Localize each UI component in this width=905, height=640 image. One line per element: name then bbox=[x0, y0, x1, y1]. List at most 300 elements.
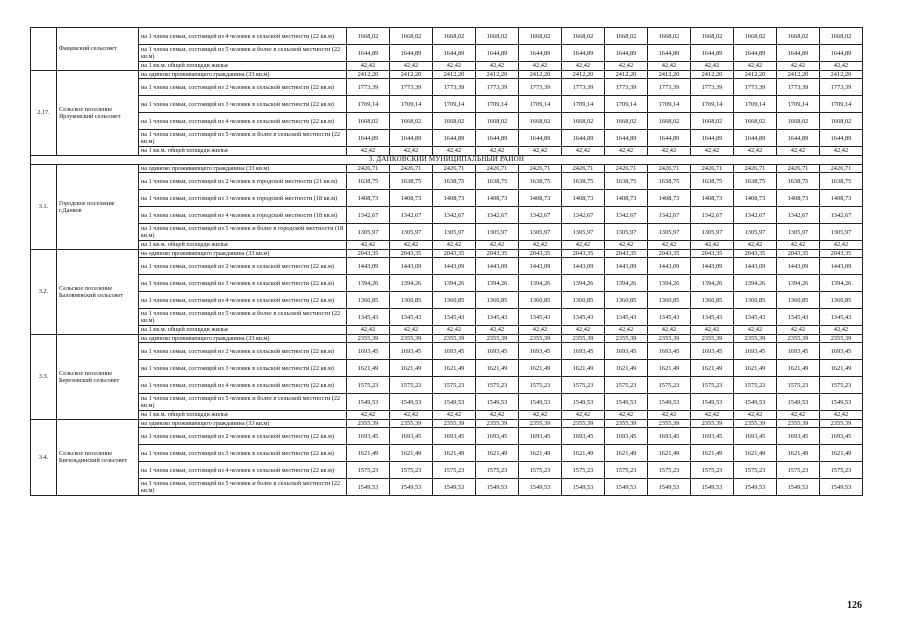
value-cell: 1345,43 bbox=[605, 309, 648, 326]
value-cell: 1638,75 bbox=[691, 173, 734, 190]
value-cell: 1621,49 bbox=[433, 360, 476, 377]
value-cell: 2043,35 bbox=[605, 249, 648, 258]
value-cell: 2412,20 bbox=[605, 70, 648, 79]
value-cell: 1638,75 bbox=[605, 173, 648, 190]
section-header: 3. ДАНКОВСКИЙ МУНИЦИПАЛЬНЫЙ РАЙОН bbox=[31, 155, 863, 164]
value-cell: 42,42 bbox=[347, 241, 390, 250]
value-cell: 1305,97 bbox=[691, 224, 734, 241]
value-cell: 1342,67 bbox=[691, 207, 734, 224]
value-cell: 1709,14 bbox=[734, 96, 777, 113]
value-cell: 1305,97 bbox=[390, 224, 433, 241]
value-cell: 42,42 bbox=[648, 147, 691, 156]
value-cell: 2426,71 bbox=[476, 164, 519, 173]
value-cell: 1575,23 bbox=[347, 462, 390, 479]
value-cell: 1773,39 bbox=[476, 79, 519, 96]
value-cell: 1394,26 bbox=[820, 275, 863, 292]
row-index: 3.4. bbox=[31, 419, 57, 496]
value-cell: 1575,23 bbox=[777, 462, 820, 479]
value-cell: 1394,26 bbox=[519, 275, 562, 292]
value-cell: 1549,53 bbox=[691, 394, 734, 411]
value-cell: 42,42 bbox=[648, 326, 691, 335]
value-cell: 1342,67 bbox=[777, 207, 820, 224]
table-row bbox=[31, 224, 863, 241]
value-cell: 1644,89 bbox=[648, 130, 691, 147]
value-cell: 2426,71 bbox=[734, 164, 777, 173]
value-cell: 1305,97 bbox=[605, 224, 648, 241]
value-cell: 1394,26 bbox=[734, 275, 777, 292]
value-cell: 1638,75 bbox=[562, 173, 605, 190]
value-cell: 1575,23 bbox=[691, 462, 734, 479]
value-cell: 1709,14 bbox=[476, 96, 519, 113]
value-cell: 1773,39 bbox=[648, 79, 691, 96]
category-label: на 1 члена семьи, состоящей из 2 человек в сельской местности (22 кв.м) bbox=[139, 258, 347, 275]
value-cell: 1345,43 bbox=[476, 309, 519, 326]
value-cell: 2355,39 bbox=[691, 419, 734, 428]
rates-table bbox=[30, 27, 863, 496]
value-cell: 1693,45 bbox=[605, 343, 648, 360]
value-cell: 1394,26 bbox=[691, 275, 734, 292]
value-cell: 1668,02 bbox=[433, 113, 476, 130]
value-cell: 42,42 bbox=[390, 147, 433, 156]
value-cell: 1342,67 bbox=[433, 207, 476, 224]
value-cell: 2355,39 bbox=[734, 334, 777, 343]
value-cell: 1549,53 bbox=[433, 479, 476, 496]
value-cell: 1342,67 bbox=[519, 207, 562, 224]
value-cell: 42,42 bbox=[519, 326, 562, 335]
value-cell: 42,42 bbox=[820, 147, 863, 156]
value-cell: 1621,49 bbox=[347, 360, 390, 377]
category-label: на 1 члена семьи, состоящей из 2 человек в сельской местности (22 кв.м) bbox=[139, 79, 347, 96]
value-cell: 1575,23 bbox=[734, 462, 777, 479]
value-cell: 1621,49 bbox=[476, 445, 519, 462]
value-cell: 1621,49 bbox=[390, 360, 433, 377]
table-row bbox=[31, 28, 863, 45]
value-cell: 1549,53 bbox=[390, 394, 433, 411]
value-cell: 1668,02 bbox=[347, 28, 390, 45]
value-cell: 1638,75 bbox=[476, 173, 519, 190]
value-cell: 1773,39 bbox=[777, 79, 820, 96]
category-label: на 1 члена семьи, состоящей из 3 человек в сельской местности (22 кв.м) bbox=[139, 96, 347, 113]
value-cell: 1408,73 bbox=[734, 190, 777, 207]
document-sheet bbox=[30, 27, 862, 496]
value-cell: 2043,35 bbox=[433, 249, 476, 258]
category-label: на 1 члена семьи, состоящей из 3 человек в сельской местности (22 кв.м) bbox=[139, 275, 347, 292]
table-row bbox=[31, 360, 863, 377]
value-cell: 42,42 bbox=[562, 411, 605, 420]
table-row bbox=[31, 394, 863, 411]
value-cell: 1693,45 bbox=[347, 343, 390, 360]
value-cell: 1621,49 bbox=[820, 445, 863, 462]
value-cell: 42,42 bbox=[519, 62, 562, 71]
value-cell: 42,42 bbox=[777, 241, 820, 250]
value-cell: 1644,89 bbox=[820, 130, 863, 147]
value-cell: 1342,67 bbox=[605, 207, 648, 224]
value-cell: 1575,23 bbox=[648, 462, 691, 479]
value-cell: 1644,89 bbox=[476, 45, 519, 62]
value-cell: 1360,85 bbox=[347, 292, 390, 309]
value-cell: 1693,45 bbox=[734, 428, 777, 445]
value-cell: 1668,02 bbox=[777, 113, 820, 130]
settlement-name: Городское поселение г.Данков bbox=[57, 164, 139, 249]
value-cell: 1621,49 bbox=[519, 445, 562, 462]
category-label: на 1 члена семьи, состоящей из 3 человек в городской местности (18 кв.м) bbox=[139, 190, 347, 207]
value-cell: 1668,02 bbox=[691, 28, 734, 45]
table-row bbox=[31, 411, 863, 420]
value-cell: 1305,97 bbox=[734, 224, 777, 241]
value-cell: 1408,73 bbox=[648, 190, 691, 207]
value-cell: 1549,53 bbox=[476, 394, 519, 411]
value-cell: 1549,53 bbox=[476, 479, 519, 496]
value-cell: 42,42 bbox=[476, 241, 519, 250]
value-cell: 1345,43 bbox=[734, 309, 777, 326]
value-cell: 1360,85 bbox=[648, 292, 691, 309]
value-cell: 1305,97 bbox=[820, 224, 863, 241]
value-cell: 2043,35 bbox=[476, 249, 519, 258]
table-row bbox=[31, 334, 863, 343]
value-cell: 1644,89 bbox=[777, 45, 820, 62]
value-cell: 1773,39 bbox=[390, 79, 433, 96]
value-cell: 1644,89 bbox=[562, 45, 605, 62]
value-cell: 42,42 bbox=[734, 326, 777, 335]
value-cell: 1621,49 bbox=[605, 360, 648, 377]
table-row bbox=[31, 190, 863, 207]
value-cell: 1394,26 bbox=[433, 275, 476, 292]
category-label: на 1 кв.м. общей площади жилья bbox=[139, 147, 347, 156]
category-label: на 1 члена семьи, состоящей из 5 человек и более в сельской местности (22 кв.м) bbox=[139, 45, 347, 62]
value-cell: 1668,02 bbox=[820, 28, 863, 45]
value-cell: 1342,67 bbox=[476, 207, 519, 224]
table-row bbox=[31, 147, 863, 156]
category-label: на 1 члена семьи, состоящей из 2 человек в сельской местности (22 кв.м) bbox=[139, 343, 347, 360]
value-cell: 42,42 bbox=[691, 147, 734, 156]
value-cell: 1644,89 bbox=[562, 130, 605, 147]
settlement-name: Сельское поселение Баловневский сельсовет bbox=[57, 249, 139, 334]
value-cell: 42,42 bbox=[476, 62, 519, 71]
value-cell: 1621,49 bbox=[777, 445, 820, 462]
value-cell: 1575,23 bbox=[390, 462, 433, 479]
value-cell: 2412,20 bbox=[734, 70, 777, 79]
value-cell: 1621,49 bbox=[519, 360, 562, 377]
value-cell: 2355,39 bbox=[347, 334, 390, 343]
value-cell: 1549,53 bbox=[605, 394, 648, 411]
settlement-name: Фащевский сельсовет bbox=[57, 28, 139, 71]
value-cell: 1394,26 bbox=[648, 275, 691, 292]
value-cell: 1693,45 bbox=[820, 428, 863, 445]
value-cell: 1644,89 bbox=[820, 45, 863, 62]
value-cell: 1575,23 bbox=[519, 377, 562, 394]
value-cell: 2355,39 bbox=[691, 334, 734, 343]
settlement-name: Сельское поселение Березовский сельсовет bbox=[57, 334, 139, 419]
value-cell: 2043,35 bbox=[648, 249, 691, 258]
value-cell: 1342,67 bbox=[390, 207, 433, 224]
value-cell: 2043,35 bbox=[390, 249, 433, 258]
value-cell: 1709,14 bbox=[519, 96, 562, 113]
value-cell: 1773,39 bbox=[519, 79, 562, 96]
value-cell: 1408,73 bbox=[562, 190, 605, 207]
category-label: на 1 члена семьи, состоящей из 4 человек в сельской местности (22 кв.м) bbox=[139, 28, 347, 45]
table-row bbox=[31, 445, 863, 462]
value-cell: 1443,09 bbox=[734, 258, 777, 275]
settlement-name: Сельское поселение Ярлуковский сельсовет bbox=[57, 70, 139, 155]
value-cell: 1549,53 bbox=[605, 479, 648, 496]
table-body bbox=[31, 28, 863, 496]
value-cell: 2426,71 bbox=[390, 164, 433, 173]
value-cell: 2412,20 bbox=[820, 70, 863, 79]
category-label: на 1 члена семьи, состоящей из 4 человек в сельской местности (22 кв.м) bbox=[139, 292, 347, 309]
value-cell: 1360,85 bbox=[433, 292, 476, 309]
value-cell: 2412,20 bbox=[390, 70, 433, 79]
value-cell: 42,42 bbox=[519, 147, 562, 156]
value-cell: 2426,71 bbox=[519, 164, 562, 173]
value-cell: 42,42 bbox=[433, 241, 476, 250]
value-cell: 1305,97 bbox=[519, 224, 562, 241]
value-cell: 1408,73 bbox=[519, 190, 562, 207]
value-cell: 1638,75 bbox=[734, 173, 777, 190]
category-label: на 1 кв.м. общей площади жилья bbox=[139, 326, 347, 335]
value-cell: 1360,85 bbox=[691, 292, 734, 309]
row-index: 3.3. bbox=[31, 334, 57, 419]
value-cell: 1621,49 bbox=[476, 360, 519, 377]
value-cell: 1621,49 bbox=[347, 445, 390, 462]
value-cell: 1693,45 bbox=[433, 343, 476, 360]
value-cell: 1644,89 bbox=[476, 130, 519, 147]
table-row bbox=[31, 419, 863, 428]
category-label: на 1 члена семьи, состоящей из 3 человек в сельской местности (22 кв.м) bbox=[139, 360, 347, 377]
value-cell: 42,42 bbox=[562, 147, 605, 156]
value-cell: 42,42 bbox=[691, 411, 734, 420]
value-cell: 42,42 bbox=[820, 411, 863, 420]
table-row bbox=[31, 241, 863, 250]
section-header-row bbox=[31, 155, 863, 164]
category-label: на 1 члена семьи, состоящей из 5 человек и более в сельской местности (22 кв.м) bbox=[139, 130, 347, 147]
value-cell: 1709,14 bbox=[347, 96, 390, 113]
value-cell: 2355,39 bbox=[476, 334, 519, 343]
value-cell: 1408,73 bbox=[691, 190, 734, 207]
category-label: на 1 члена семьи, состоящей из 4 человек в городской местности (18 кв.м) bbox=[139, 207, 347, 224]
value-cell: 1342,67 bbox=[562, 207, 605, 224]
value-cell: 1709,14 bbox=[648, 96, 691, 113]
value-cell: 1443,09 bbox=[390, 258, 433, 275]
value-cell: 1693,45 bbox=[777, 343, 820, 360]
value-cell: 1693,45 bbox=[777, 428, 820, 445]
value-cell: 42,42 bbox=[691, 62, 734, 71]
value-cell: 2355,39 bbox=[562, 334, 605, 343]
value-cell: 2426,71 bbox=[691, 164, 734, 173]
value-cell: 1345,43 bbox=[433, 309, 476, 326]
value-cell: 1644,89 bbox=[691, 45, 734, 62]
value-cell: 1693,45 bbox=[562, 343, 605, 360]
value-cell: 2355,39 bbox=[605, 419, 648, 428]
value-cell: 2412,20 bbox=[777, 70, 820, 79]
value-cell: 42,42 bbox=[433, 147, 476, 156]
category-label: на 1 члена семьи, состоящей из 2 человек в городской местности (21 кв.м) bbox=[139, 173, 347, 190]
table-row bbox=[31, 326, 863, 335]
value-cell: 1693,45 bbox=[691, 428, 734, 445]
category-label: на одиноко проживающего гражданина (33 кв.м) bbox=[139, 419, 347, 428]
value-cell: 42,42 bbox=[777, 411, 820, 420]
value-cell: 1709,14 bbox=[605, 96, 648, 113]
value-cell: 2043,35 bbox=[691, 249, 734, 258]
value-cell: 2355,39 bbox=[519, 419, 562, 428]
row-index bbox=[31, 28, 57, 71]
settlement-name: Сельское поселение Бигильдинский сельсовет bbox=[57, 419, 139, 496]
value-cell: 1644,89 bbox=[605, 45, 648, 62]
value-cell: 42,42 bbox=[519, 411, 562, 420]
value-cell: 1305,97 bbox=[562, 224, 605, 241]
value-cell: 1360,85 bbox=[820, 292, 863, 309]
value-cell: 2355,39 bbox=[605, 334, 648, 343]
value-cell: 1360,85 bbox=[390, 292, 433, 309]
value-cell: 1668,02 bbox=[734, 113, 777, 130]
value-cell: 2355,39 bbox=[820, 419, 863, 428]
value-cell: 1443,09 bbox=[820, 258, 863, 275]
value-cell: 1668,02 bbox=[648, 28, 691, 45]
value-cell: 42,42 bbox=[605, 147, 648, 156]
value-cell: 1621,49 bbox=[734, 445, 777, 462]
value-cell: 1443,09 bbox=[519, 258, 562, 275]
value-cell: 42,42 bbox=[777, 62, 820, 71]
value-cell: 42,42 bbox=[734, 241, 777, 250]
value-cell: 1342,67 bbox=[820, 207, 863, 224]
value-cell: 1644,89 bbox=[691, 130, 734, 147]
value-cell: 1693,45 bbox=[347, 428, 390, 445]
value-cell: 2426,71 bbox=[562, 164, 605, 173]
category-label: на 1 кв.м. общей площади жилья bbox=[139, 241, 347, 250]
value-cell: 1668,02 bbox=[605, 113, 648, 130]
value-cell: 1575,23 bbox=[519, 462, 562, 479]
value-cell: 1575,23 bbox=[648, 377, 691, 394]
value-cell: 1693,45 bbox=[648, 343, 691, 360]
value-cell: 1443,09 bbox=[777, 258, 820, 275]
value-cell: 1575,23 bbox=[605, 462, 648, 479]
value-cell: 42,42 bbox=[777, 147, 820, 156]
value-cell: 2412,20 bbox=[519, 70, 562, 79]
value-cell: 42,42 bbox=[820, 326, 863, 335]
value-cell: 1638,75 bbox=[390, 173, 433, 190]
table-row bbox=[31, 377, 863, 394]
value-cell: 42,42 bbox=[605, 326, 648, 335]
value-cell: 1644,89 bbox=[734, 130, 777, 147]
value-cell: 1345,43 bbox=[519, 309, 562, 326]
value-cell: 42,42 bbox=[390, 326, 433, 335]
table-row bbox=[31, 479, 863, 496]
value-cell: 1638,75 bbox=[519, 173, 562, 190]
table-row bbox=[31, 207, 863, 224]
value-cell: 1305,97 bbox=[476, 224, 519, 241]
value-cell: 2043,35 bbox=[820, 249, 863, 258]
value-cell: 42,42 bbox=[433, 62, 476, 71]
value-cell: 1693,45 bbox=[390, 343, 433, 360]
value-cell: 2355,39 bbox=[390, 334, 433, 343]
value-cell: 42,42 bbox=[347, 62, 390, 71]
value-cell: 1644,89 bbox=[648, 45, 691, 62]
value-cell: 2426,71 bbox=[777, 164, 820, 173]
value-cell: 1408,73 bbox=[820, 190, 863, 207]
value-cell: 42,42 bbox=[519, 241, 562, 250]
value-cell: 1668,02 bbox=[476, 113, 519, 130]
category-label: на 1 члена семьи, состоящей из 2 человек в сельской местности (22 кв.м) bbox=[139, 428, 347, 445]
value-cell: 1575,23 bbox=[605, 377, 648, 394]
value-cell: 1773,39 bbox=[820, 79, 863, 96]
value-cell: 1549,53 bbox=[347, 479, 390, 496]
value-cell: 2355,39 bbox=[820, 334, 863, 343]
value-cell: 1668,02 bbox=[691, 113, 734, 130]
value-cell: 1549,53 bbox=[777, 394, 820, 411]
category-label: на 1 кв.м. общей площади жилья bbox=[139, 62, 347, 71]
value-cell: 1638,75 bbox=[777, 173, 820, 190]
value-cell: 42,42 bbox=[605, 411, 648, 420]
value-cell: 42,42 bbox=[734, 147, 777, 156]
value-cell: 2355,39 bbox=[433, 419, 476, 428]
value-cell: 1644,89 bbox=[519, 130, 562, 147]
value-cell: 2355,39 bbox=[777, 334, 820, 343]
table-row bbox=[31, 173, 863, 190]
category-label: на 1 члена семьи, состоящей из 5 человек и более в сельской местности (22 кв.м) bbox=[139, 394, 347, 411]
value-cell: 42,42 bbox=[476, 147, 519, 156]
value-cell: 1408,73 bbox=[390, 190, 433, 207]
category-label: на 1 члена семьи, состоящей из 5 человек и более в сельской местности (22 кв.м) bbox=[139, 309, 347, 326]
value-cell: 42,42 bbox=[605, 62, 648, 71]
value-cell: 1394,26 bbox=[347, 275, 390, 292]
value-cell: 42,42 bbox=[605, 241, 648, 250]
table-row bbox=[31, 79, 863, 96]
value-cell: 1408,73 bbox=[777, 190, 820, 207]
value-cell: 1443,09 bbox=[433, 258, 476, 275]
value-cell: 2355,39 bbox=[648, 334, 691, 343]
value-cell: 42,42 bbox=[691, 326, 734, 335]
value-cell: 1345,43 bbox=[777, 309, 820, 326]
value-cell: 2043,35 bbox=[777, 249, 820, 258]
value-cell: 1693,45 bbox=[648, 428, 691, 445]
value-cell: 42,42 bbox=[390, 241, 433, 250]
category-label: на одиноко проживающего гражданина (33 кв.м) bbox=[139, 70, 347, 79]
value-cell: 1644,89 bbox=[777, 130, 820, 147]
value-cell: 42,42 bbox=[820, 241, 863, 250]
row-index: 3.2. bbox=[31, 249, 57, 334]
value-cell: 1549,53 bbox=[648, 479, 691, 496]
value-cell: 1549,53 bbox=[519, 394, 562, 411]
value-cell: 2043,35 bbox=[519, 249, 562, 258]
value-cell: 1408,73 bbox=[433, 190, 476, 207]
value-cell: 2355,39 bbox=[777, 419, 820, 428]
value-cell: 1621,49 bbox=[433, 445, 476, 462]
value-cell: 42,42 bbox=[390, 62, 433, 71]
table-row bbox=[31, 164, 863, 173]
value-cell: 2426,71 bbox=[648, 164, 691, 173]
table-row bbox=[31, 428, 863, 445]
value-cell: 1638,75 bbox=[347, 173, 390, 190]
value-cell: 1644,89 bbox=[390, 45, 433, 62]
value-cell: 1575,23 bbox=[390, 377, 433, 394]
value-cell: 1709,14 bbox=[777, 96, 820, 113]
value-cell: 1360,85 bbox=[777, 292, 820, 309]
value-cell: 1549,53 bbox=[734, 394, 777, 411]
value-cell: 42,42 bbox=[777, 326, 820, 335]
value-cell: 42,42 bbox=[476, 326, 519, 335]
value-cell: 1644,89 bbox=[347, 130, 390, 147]
table-row bbox=[31, 309, 863, 326]
value-cell: 1709,14 bbox=[820, 96, 863, 113]
value-cell: 1693,45 bbox=[820, 343, 863, 360]
value-cell: 1575,23 bbox=[777, 377, 820, 394]
value-cell: 1549,53 bbox=[734, 479, 777, 496]
table-row bbox=[31, 258, 863, 275]
category-label: на одиноко проживающего гражданина (33 кв.м) bbox=[139, 164, 347, 173]
value-cell: 1693,45 bbox=[433, 428, 476, 445]
value-cell: 1709,14 bbox=[562, 96, 605, 113]
row-index: 3.1. bbox=[31, 164, 57, 249]
value-cell: 1345,43 bbox=[347, 309, 390, 326]
